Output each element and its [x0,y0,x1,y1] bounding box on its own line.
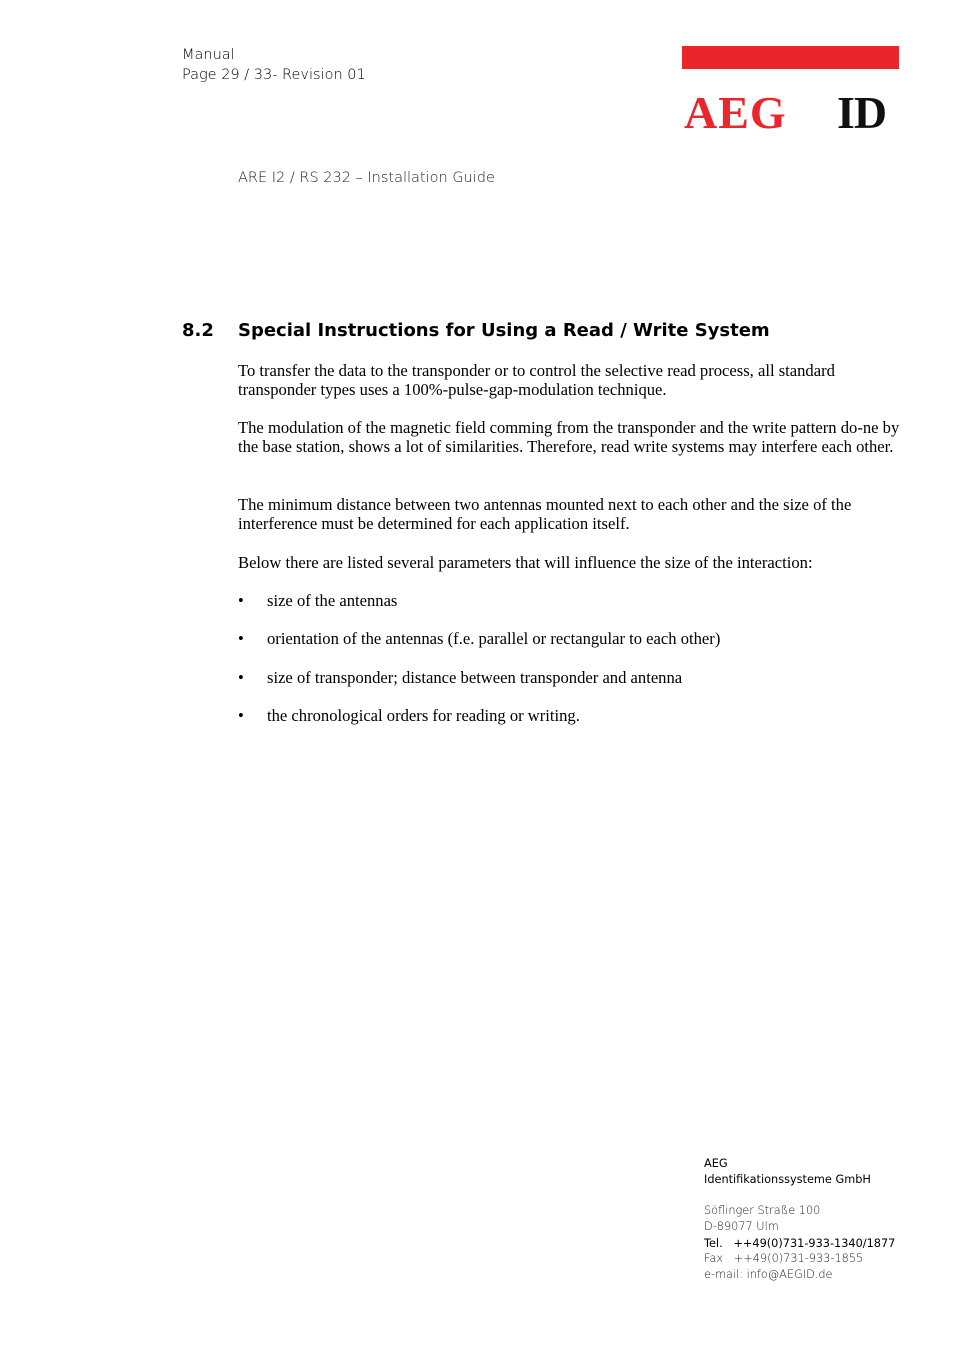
header-page-info: Page 29 / 33- Revision 01 [182,67,366,83]
bullet-icon: • [238,591,244,610]
paragraph: To transfer the data to the transponder or to control the selective read process, all standard transponder types uses a 100%-pulse-gap-modulation technique. [238,361,835,400]
list-item-text: orientation of the antennas (f.e. parallel or rectangular to each other) [267,629,721,648]
paragraph: The minimum distance between two antennas mounted next to each other and the size of the interference must be determined for each application itself. [238,495,852,534]
header-manual-label: Manual [182,47,235,63]
bullet-icon: • [238,706,244,725]
list-item-text: size of transponder; distance between transponder and antenna [267,668,683,687]
footer-fax-label: Fax [704,1252,724,1265]
paragraph: Below there are listed several parameters that will influence the size of the interaction: [238,553,813,572]
paragraph: The modulation of the magnetic field comming from the transponder and the write pattern do-ne by the base station, shows a lot of similarities. Therefore, read write systems may interfere each other. [238,418,900,457]
section-title: Special Instructions for Using a Read / Write System [238,320,770,341]
bullet-icon: • [238,629,244,648]
footer-email[interactable]: e-mail: info@AEGID.de [704,1268,833,1281]
section-heading [182,319,770,343]
footer-company-subtitle: Identifikationssysteme GmbH [704,1173,871,1186]
bullet-icon: • [238,668,244,687]
logo-red-bar [682,46,899,69]
list-item-text: size of the antennas [267,591,398,610]
footer-tel-label: Tel. [704,1237,723,1250]
section-number: 8.2 [182,320,214,341]
footer-fax [704,1251,863,1267]
document-title: ARE I2 / RS 232 – Installation Guide [238,170,495,186]
footer-company-name: AEG [704,1157,728,1170]
footer-fax-value: ++49(0)731-933-1855 [733,1252,864,1265]
footer-telephone [704,1236,895,1252]
logo-word-aeg: AEG [684,87,787,138]
footer-street: Söflinger Straße 100 [704,1204,821,1217]
list-item-text: the chronological orders for reading or writing. [267,706,580,725]
logo-word-id: ID [837,87,887,138]
aeg-id-logo [682,46,899,138]
footer-city: D-89077 Ulm [704,1220,779,1233]
footer-tel-value: ++49(0)731-933-1340/1877 [733,1237,896,1250]
